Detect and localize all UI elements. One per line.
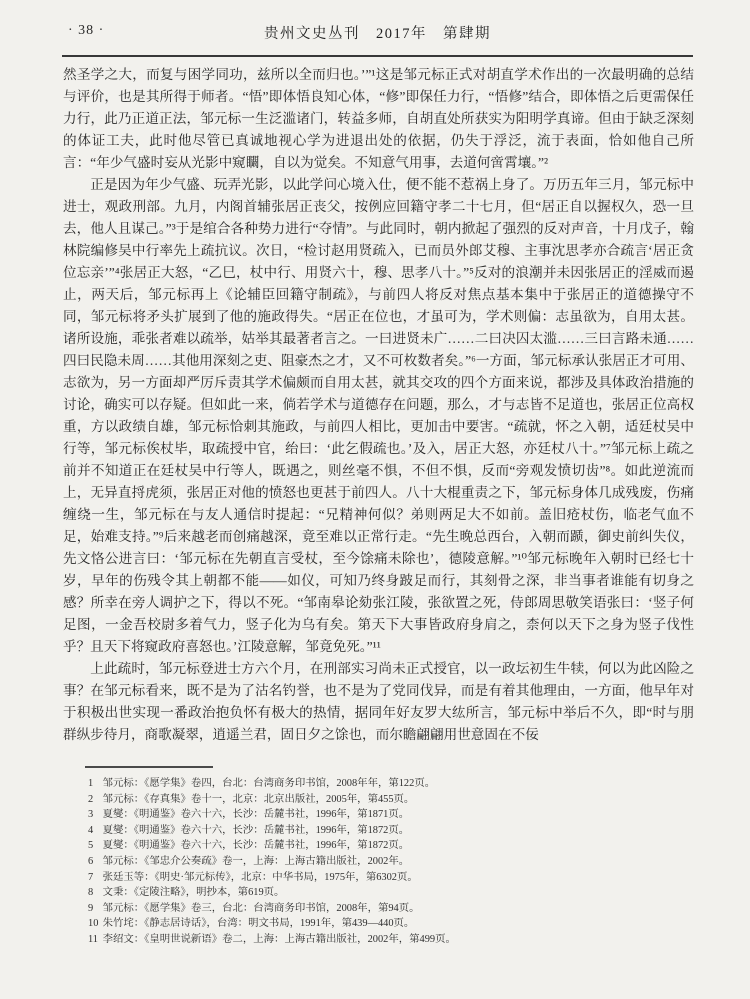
paragraph-3: 上此疏时，邹元标登进士方六个月，在刑部实习尚未正式授官，以一政坛初生牛犊，何以为此凶险之事？在邹元标看来，既不是为了沽名钓誉，也不是为了党同伐异，而是有着其他理由，一方面，他早年对于积极出世实现一番政治抱负怀有极大的热情，据同年好友罗大纮所言，邹元标中举后不久，即“时与朋群纵步待月，商歌凝翠，逍遥兰君，固日夕之馀也，而尔瞻翩翩用世意固在不佞: [63, 661, 694, 742]
footnote-item: [88, 838, 688, 854]
footnote-number: 6: [88, 855, 94, 867]
footnote-separator: [85, 766, 213, 768]
footnote-text: 夏燮：《明通鉴》卷六十六，长沙：岳麓书社，1996年，第1872页。: [102, 840, 410, 852]
footnote-text: 邹元标：《邹忠介公奏疏》卷一，上海：上海古籍出版社，2002年。: [102, 855, 410, 867]
header-rule: [62, 55, 693, 57]
footnote-text: 李绍文：《皇明世说新语》卷二，上海：上海古籍出版社，2002年，第499页。: [102, 933, 456, 945]
footnote-list: [88, 776, 688, 948]
article-body: [63, 64, 694, 746]
footnote-number: 7: [88, 871, 94, 883]
footnote-number: 8: [88, 887, 94, 899]
footnote-item: [88, 854, 688, 870]
footnote-text: 张廷玉等：《明史·邹元标传》，北京：中华书局，1975年，第6302页。: [102, 871, 418, 883]
footnote-text: 邹元标：《存真集》卷十一，北京：北京出版社，2005年，第455页。: [102, 793, 415, 805]
footnote-number: 9: [88, 902, 94, 914]
journal-title: 贵州文史丛刊 2017年 第肆期: [264, 26, 491, 42]
footnote-item: [88, 792, 688, 808]
footnote-item: [88, 870, 688, 886]
paragraph-2: 正是因为年少气盛、玩弄光影，以此学问心境入仕，便不能不惹祸上身了。万历五年三月，邹元标中进士，观政刑部。九月，内阁首辅张居正丧父，按例应回籍守孝二十七月，但“居正自以握权久，恐一旦去，他人且谋己。”³于是绾合各种势力进行“夺情”。与此同时，朝内掀起了强烈的反对声音，十月戊子，翰林院编修吴中行率先上疏抗议。次日，“检讨赵用贤疏入，已而员外郎艾穆、主事沈思孝亦合疏言‘居正贪位忘亲’”⁴张居正大怒，“乙巳，杖中行、用贤六十，穆、思孝八十。”⁵反对的浪潮并未因张居正的淫威而遏止，两天后，邹元标再上《论辅臣回籍守制疏》，与前四人将反对焦点基本集中于张居正的道德操守不同，邹元标将矛头扩展到了他的施政得失。“居正在位也，才虽可为，学术则偏：志虽欲为，自用太甚。诸所设施，乖张者难以疏举，姑举其最著者言之。一曰进贤未广……二曰决囚太滥……三曰言路未通……四曰民隐未周……其他用深刻之吏、阻豪杰之才，又不可枚数者矣。”⁶一方面，邹元标承认张居正才可用、志欲为，另一方面却严厉斥责其学术偏颇而自用太甚，就其交攻的四个方面来说，都涉及具体政治措施的讨论，确实可以存疑。但如此一来，倘若学术与道德存在问题，那么，才与志皆不足道也，张居正位高权重，方以政绩自雄，邹元标恰刺其施政，与前四人相比，更加击中要害。“疏就，怀之入朝，适廷杖吴中行等，邹元标俟杖毕，取疏授中官，绐曰：‘此乞假疏也。’及入，居正大怒，亦廷杖八十。”⁷邹元标上疏之前并不知道正在廷杖吴中行等人，既遇之，则丝毫不惧，不但不惧，反而“旁观发愤切齿”⁸。如此逆流而上，无异直捋虎须，张居正对他的愤怒也更甚于前四人。八十大棍重责之下，邹元标身体几成残废，伤痛缠绕一生，邹元标在与友人通信时提起：“兄精神何似？弟则两足大不如前。盖旧疮杖伤，临老气血不足，始难支持。”⁹后来越老而创痛越深，竟至难以正常行走。“先生晚总西台，入朝而踬，御史前纠失仪，先文恪公进言曰：‘邹元标在先朝直言受杖，至今馀痛未除也’，德陵意解。”¹⁰邹元标晚年入朝时已经七十岁，早年的伤残令其上朝都不能——如仪，可知乃终身跛足而行，其刻骨之深，非当事者谁能有切身之感？所幸在旁人调护之下，得以不死。“邹南皋论劾张江陵，张欲置之死，侍郎周思敬笑语张曰：‘竖子何足图，一金吾校尉多着气力，竖子化为乌有矣。第天下大事皆政府身肩之，柰何以天下之身为竖子伐性乎？且天下将窥政府喜怒也。’江陵意解，邹竟免死。”¹¹: [63, 177, 694, 654]
footnote-number: 3: [88, 809, 94, 821]
footnote-number: 2: [88, 793, 94, 805]
footnote-number: 4: [88, 824, 94, 836]
page-header: [62, 20, 693, 44]
paragraph-1: 然圣学之大，而复与困学同功，兹所以全而归也。’”¹这是邹元标正式对胡直学术作出的一次最明确的总结与评价，也是其所得于师者。“悟”即体悟良知心体，“修”即保任力行，“悟修”结合，即体悟之后更需保任力行，此乃正道正法，邹元标一生泛滥诸门，转益多师，自胡直处所获实为阳明学真谛。但由于缺乏深刻的体证工夫，此时他尽管已真诚地视心学为进退出处的依据，仍失于浮泛，流于表面，恰如他自己所言：“年少气盛时妄从光影中窥矙，自以为觉矣。不知意气用事，去道何啻霄壤。”²: [63, 67, 694, 170]
footnote-number: 1: [88, 778, 94, 789]
footnote-item: [88, 885, 688, 901]
footnote-number: 5: [88, 840, 94, 852]
footnote-text: 文秉：《定陵注略》，明抄本，第619页。: [102, 887, 285, 899]
footnote-number: 11: [88, 933, 99, 945]
page-number: · 38 ·: [68, 23, 105, 38]
footnote-item: [88, 932, 688, 948]
footnote-item: [88, 916, 688, 932]
footnote-item: [88, 776, 688, 792]
footnote-text: 邹元标：《愿学集》卷三，台北：台湾商务印书馆，2008年，第94页。: [102, 902, 420, 914]
footnote-number: 10: [88, 918, 99, 930]
footnote-text: 夏燮：《明通鉴》卷六十六，长沙：岳麓书社，1996年，第1871页。: [102, 809, 410, 821]
footnote-text: 夏燮：《明通鉴》卷六十六，长沙：岳麓书社，1996年，第1872页。: [102, 824, 410, 836]
footnote-item: [88, 807, 688, 823]
footnote-item: [88, 823, 688, 839]
footnote-text: 邹元标：《愿学集》卷四，台北：台湾商务印书馆，2008年年，第122页。: [102, 778, 436, 789]
footnote-text: 朱竹垞：《静志居诗话》，台湾：明文书局，1991年，第439—440页。: [102, 918, 415, 930]
footnote-item: [88, 901, 688, 917]
